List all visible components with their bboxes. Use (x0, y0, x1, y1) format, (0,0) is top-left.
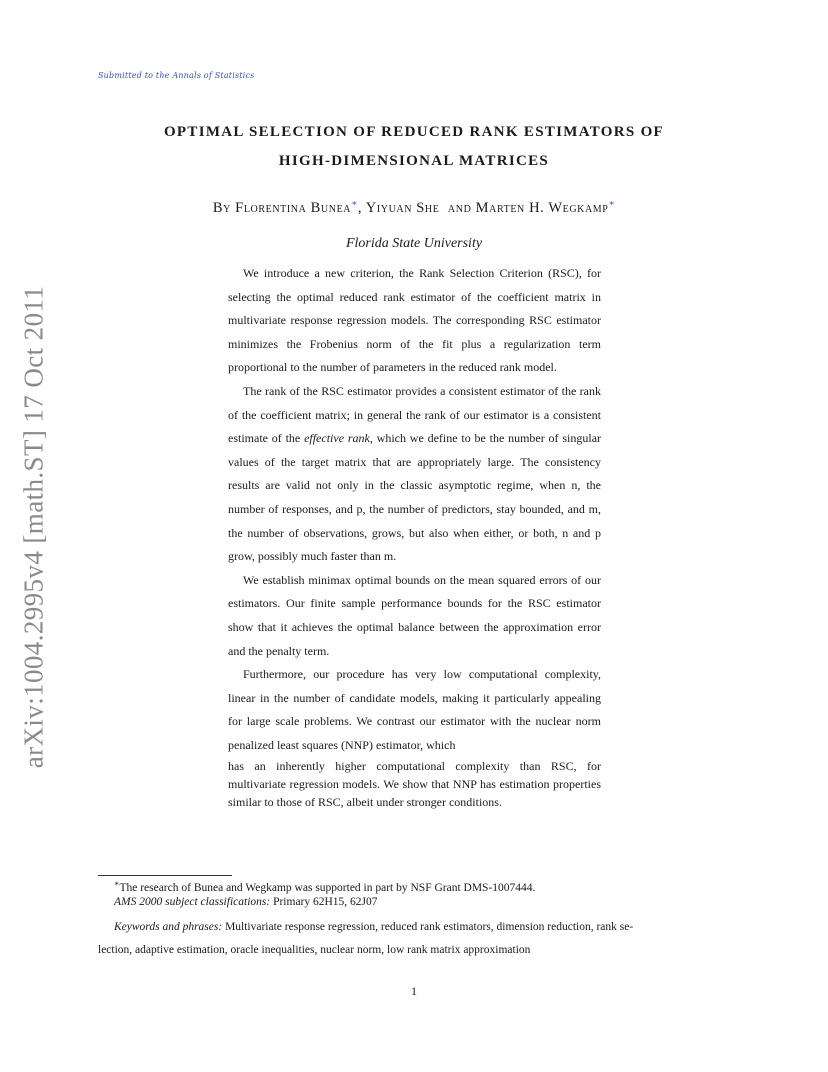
abstract-paragraph-1: We introduce a new criterion, the Rank Selection Criterion (RSC), for selecting the optimal reduced rank estimator of the coefficient matrix in multivariate response regression models. The corresponding RSC estimator minimizes the Frobenius norm of the fit plus a regularization term proportional to the number of parameters in the reduced rank model. (228, 266, 601, 375)
author-separator: , (357, 200, 363, 216)
by-prefix: By (212, 200, 231, 216)
arxiv-sidebar-stamp (6, 285, 62, 769)
submission-note: Submitted to the Annals of Statistics (98, 71, 255, 80)
page-number: 1 (411, 984, 417, 998)
abstract-paragraph-3: We establish minimax optimal bounds on the mean squared errors of our estimators. Our finite sample performance bounds for the RSC estimator show that it achieves the optimal balance between the approximation error and the penalty term. (228, 572, 601, 658)
footnote-mark[interactable]: ∗ (351, 198, 358, 208)
keywords-value: Multivariate response regression, reduced rank estimators, dimension reduction, rank se- (222, 921, 634, 933)
and-word: and (447, 200, 472, 216)
funding-text: The research of Bunea and Wegkamp was supported in part by NSF Grant DMS-1007444. (119, 881, 536, 894)
abstract-p2-text: The rank of the RSC estimator provides a consistent estimator of the rank of the coefficient matrix; in general the rank of our estimator is a consistent estimate of the (228, 383, 601, 446)
footnote-mark[interactable]: ∗ (608, 198, 616, 208)
abstract-paragraph-2 (228, 380, 601, 569)
title-line-1: OPTIMAL SELECTION OF REDUCED RANK ESTIMATORS OF (163, 124, 665, 140)
footnote-rule (98, 875, 232, 876)
arxiv-id-text: arXiv:1004.2995v4 [math.ST] 17 Oct 2011 (18, 285, 49, 769)
ams-label: AMS 2000 subject classifications: (114, 896, 271, 908)
affiliation: Florida State University (345, 236, 483, 251)
title-line-2: HIGH-DIMENSIONAL MATRICES (278, 153, 550, 169)
keywords-line-2: lection, adaptive estimation, oracle inequalities, nuclear norm, low rank matrix approximation (98, 944, 531, 956)
effective-rank-term: effective rank (304, 431, 370, 446)
keywords-line-1 (114, 921, 734, 933)
abstract-p2-text: , which we define to be the number of singular values of the target matrix that are appropriately large. The consistency results are valid not only in the classic asymptotic regime, when n, the number of responses, and p, the number of predictors, stay bounded, and m, the number of observations, grows, but also when either, or both, n and p grow, possibly much faster than m. (228, 431, 602, 564)
author-she: Yiyuan She (365, 200, 440, 216)
abstract-paragraph-4: Furthermore, our procedure has very low computational complexity, linear in the number of candidate models, making it particularly appealing for large scale problems. We contrast our estimator with the nuclear norm penalized least squares (NNP) estimator, which (228, 667, 601, 752)
author-wegkamp: Marten H. Wegkamp (475, 200, 609, 216)
abstract (228, 262, 601, 811)
footnote-mark: ∗ (114, 879, 120, 888)
author-bunea: Florentina Bunea (235, 200, 352, 216)
ams-classification (114, 896, 378, 908)
author-list (0, 200, 828, 217)
keywords-label: Keywords and phrases: (114, 921, 223, 933)
funding-footnote (114, 879, 535, 894)
abstract-paragraph-4-continued: has an inherently higher computational complexity than RSC, for multivariate regression models. We show that NNP has estimation properties similar to those of RSC, albeit under stronger conditions. (228, 759, 601, 810)
ams-value: Primary 62H15, 62J07 (270, 896, 378, 908)
